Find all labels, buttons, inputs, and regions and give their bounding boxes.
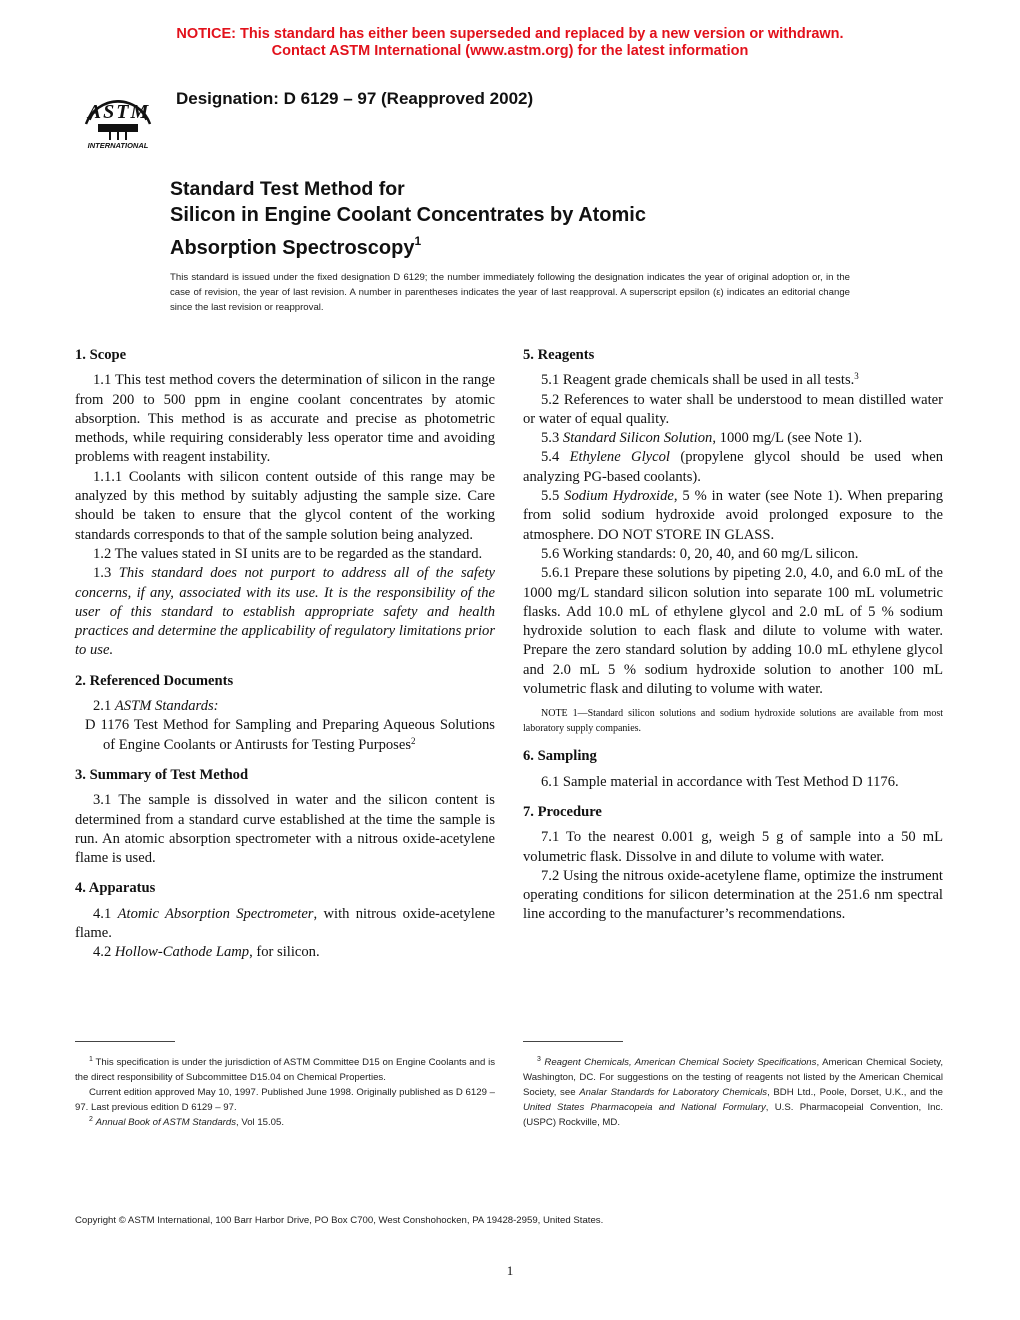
paragraph-7-1: 7.1 To the nearest 0.001 g, weigh 5 g of sample into a 50 mL volumetric flask. Dissolve in and dilute to volume with water.	[523, 829, 943, 865]
p4-1-em: Atomic Absorption Spectrometer	[117, 905, 314, 922]
paragraph-1-1: 1.1 This test method covers the determination of silicon in the range from 200 to 500 ppm in engine coolant concentrates by atomic absorption. This method is as accurate and precise as photometric methods, while requiring considerably less operator time and avoiding problems with reagent instability.	[75, 372, 495, 466]
reference-d1176	[75, 716, 495, 755]
p4-2-rest: , for silicon.	[249, 944, 320, 961]
notice-line-2: Contact ASTM International (www.astm.org) for the latest information	[271, 43, 749, 59]
d1176-text: D 1176 Test Method for Sampling and Preparing Aqueous Solutions of Engine Coolants or Antirusts for Testing Purposes	[85, 717, 495, 753]
supersede-notice	[0, 26, 1020, 60]
p4-2-em: Hollow-Cathode Lamp	[114, 944, 250, 961]
right-column	[523, 346, 943, 925]
designation: Designation: D 6129 – 97 (Reapproved 2002)	[176, 89, 534, 108]
footnote-divider-right	[523, 1041, 623, 1042]
d1176-footnote-mark: 2	[411, 735, 416, 746]
p5-3-num: 5.3	[541, 430, 563, 447]
footnote-divider-left	[75, 1041, 175, 1042]
paragraph-4-1	[75, 905, 495, 944]
footnote-3-a: , American Chemical Society, Washington, DC. For suggestions on the testing of reagents not listed by the American Chemical Society, see	[523, 1057, 943, 1098]
p5-1-text: 5.1 Reagent grade chemicals shall be used in all tests.	[541, 372, 855, 389]
footnote-3	[523, 1055, 943, 1130]
astm-logo	[76, 76, 160, 150]
paragraph-5-4	[523, 448, 943, 487]
section-heading-scope: 1. Scope	[75, 347, 127, 363]
footnote-1-mark: 1	[89, 1056, 93, 1063]
paragraph-5-2: 5.2 References to water shall be understood to mean distilled water or water of equal quality.	[523, 391, 943, 427]
footnote-3-em3: United States Pharmacopeia and National Formulary	[523, 1102, 766, 1113]
p5-5-em: Sodium Hydroxide	[564, 488, 674, 505]
p1-3-text: This standard does not purport to address all of the safety concerns, if any, associated with its use. It is the responsibility of the user of this standard to establish appropriate safety and health practices and determine the applicability of regulatory limitations prior to use.	[75, 565, 495, 659]
paragraph-5-3	[523, 429, 943, 448]
p5-4-rest: (propylene glycol should be used when analyzing PG-based coolants).	[523, 449, 944, 485]
left-column	[75, 346, 495, 963]
p5-4-em: Ethylene Glycol	[569, 449, 670, 466]
p1-3-num: 1.3	[93, 565, 119, 582]
section-heading-apparatus: 4. Apparatus	[75, 880, 156, 897]
p2-1-text: ASTM Standards:	[114, 698, 219, 715]
page-number: 1	[506, 1263, 514, 1278]
paragraph-3-1: 3.1 The sample is dissolved in water and the silicon content is determined from a standard curve established at the time the sample is run. An atomic absorption spectrometer with a nitrous oxide-acetylene flame is used.	[75, 792, 495, 867]
section-heading-summary: 3. Summary of Test Method	[75, 766, 249, 783]
p5-1-footnote-mark: 3	[854, 371, 859, 382]
footnote-2-rest: , Vol 15.05.	[236, 1117, 285, 1128]
notice-line-1: NOTICE: This standard has either been superseded and replaced by a new version or withdrawn.	[176, 26, 844, 42]
p4-2-num: 4.2	[93, 944, 115, 961]
title-line-3-text: Absorption Spectroscopy	[170, 237, 415, 259]
paragraph-4-2	[75, 943, 495, 962]
title-footnote-mark: 1	[414, 234, 422, 248]
paragraph-5-6: 5.6 Working standards: 0, 20, 40, and 60 mg/L silicon.	[541, 545, 859, 562]
footnote-3-em2: Analar Standards for Laboratory Chemicals	[579, 1087, 768, 1098]
p4-1-num: 4.1	[93, 905, 118, 922]
section-heading-reagents: 5. Reagents	[523, 347, 595, 363]
p5-3-rest: , 1000 mg/L (see Note 1).	[712, 430, 863, 447]
footnote-3-em1: Reagent Chemicals, American Chemical Society Specifications	[544, 1057, 817, 1068]
p5-5-num: 5.5	[541, 488, 565, 505]
paragraph-1-3	[75, 564, 495, 660]
paragraph-1-2: 1.2 The values stated in SI units are to be regarded as the standard.	[93, 545, 483, 562]
note-1: NOTE 1—Standard silicon solutions and sodium hydroxide solutions are available from most laboratory supply companies.	[523, 708, 943, 735]
section-heading-procedure: 7. Procedure	[523, 803, 602, 820]
footnotes-left	[75, 1055, 495, 1130]
paragraph-5-1	[523, 371, 943, 390]
footnotes-right	[523, 1055, 943, 1130]
p5-3-em: Standard Silicon Solution	[562, 430, 713, 447]
section-heading-referenced-documents: 2. Referenced Documents	[75, 672, 234, 689]
paragraph-5-5	[523, 487, 943, 545]
paragraph-2-1	[75, 697, 495, 716]
paragraph-7-2: 7.2 Using the nitrous oxide-acetylene flame, optimize the instrument operating conditions for silicon determination at the 251.6 nm spectral line according to the manufacturer’s recommendations.	[523, 867, 943, 923]
p4-1-rest: , with nitrous oxide-acetylene flame.	[75, 905, 496, 942]
svg-text:INTERNATIONAL: INTERNATIONAL	[87, 141, 149, 150]
paragraph-1-1-1: 1.1.1 Coolants with silicon content outside of this range may be analyzed by this method by suitably adjusting the sample size. Care should be taken to ensure that the glycol content of the working standards corresponds to that of the sample solution being analyzed.	[75, 468, 495, 543]
svg-text:ASTM: A S T M	[87, 101, 149, 123]
paragraph-6-1: 6.1 Sample material in accordance with Test Method D 1176.	[541, 773, 899, 790]
section-heading-sampling: 6. Sampling	[523, 748, 597, 765]
copyright-line: Copyright © ASTM International, 100 Barr Harbor Drive, PO Box C700, West Conshohocken, PA 19428-2959, United States.	[75, 1215, 604, 1226]
p5-5-rest: , 5 % in water (see Note 1). When preparing from solid sodium hydroxide avoid prolonged exposure to the atmosphere. DO NOT STORE IN GLASS.	[523, 488, 943, 543]
footnote-1-edition: Current edition approved May 10, 1997. Published June 1998. Originally published as D 6129 – 97. Last previous edition D 6129 – 97.	[75, 1087, 495, 1113]
footnote-2-mark: 2	[89, 1116, 93, 1123]
issuance-statement: This standard is issued under the fixed designation D 6129; the number immediately following the designation indicates the year of original adoption or, in the case of revision, the year of last revision. A number in parentheses indicates the year of last reapproval. A superscript epsilon (ε) indicates an editorial change since the last revision or reapproval.	[170, 272, 850, 313]
title-line-2: Silicon in Engine Coolant Concentrates by Atomic	[170, 204, 646, 226]
document-title	[170, 176, 646, 261]
title-line-1: Standard Test Method for	[170, 178, 405, 200]
footnote-3-mark: 3	[537, 1056, 541, 1063]
p2-1-num: 2.1	[93, 698, 115, 715]
footnote-2	[75, 1115, 495, 1130]
paragraph-5-6-1: 5.6.1 Prepare these solutions by pipeting 2.0, 4.0, and 6.0 mL of the 1000 mg/L standard silicon solution into separate 100 mL volumetric flasks. Add 10.0 mL of ethylene glycol and 2.0 mL of 5 % sodium hydroxide solution to each flask and dilute to volume with water. Prepare the zero standard solution by adding 10.0 mL ethylene glycol and 2.0 mL 5 % sodium hydroxide solution to another 100 mL volumetric flask and diluting to volume with water.	[523, 565, 943, 698]
footnote-1	[75, 1055, 495, 1085]
footnote-1-text: This specification is under the jurisdiction of ASTM Committee D15 on Engine Coolants and is the direct responsibility of Subcommittee D15.04 on Chemical Properties.	[75, 1057, 495, 1083]
p5-4-num: 5.4	[541, 449, 570, 466]
footnote-2-em: Annual Book of ASTM Standards	[95, 1117, 237, 1128]
title-line-3	[170, 228, 646, 261]
footnote-3-b: , BDH Ltd., Poole, Dorset, U.K., and the	[767, 1087, 943, 1098]
footnote-3-c: , U.S. Pharmacopeial Convention, Inc. (USPC) Rockville, MD.	[523, 1102, 943, 1128]
